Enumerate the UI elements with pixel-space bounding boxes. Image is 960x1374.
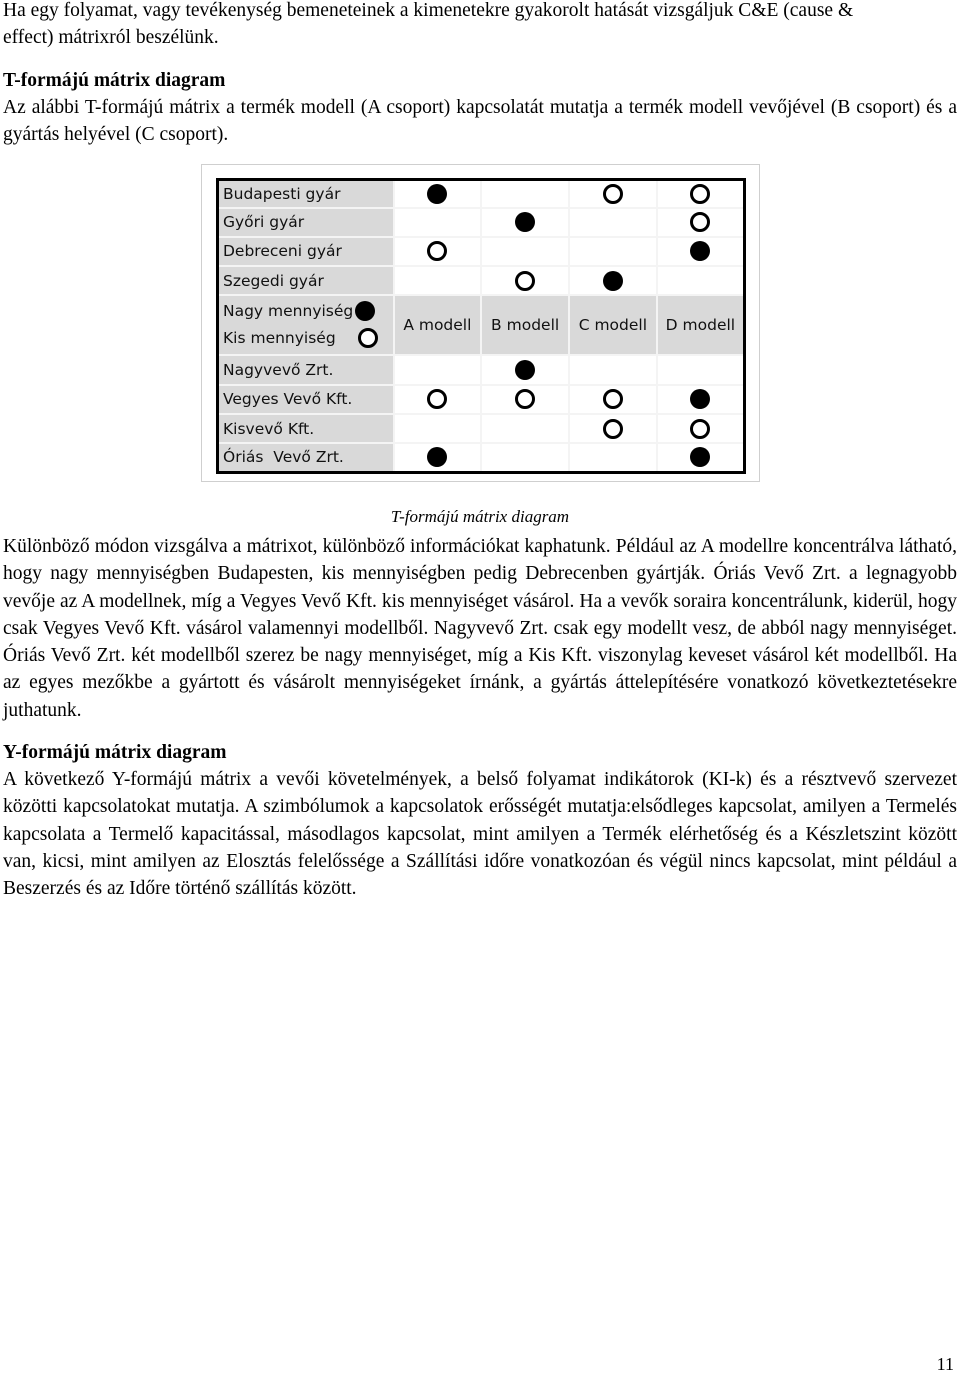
matrix-cell — [481, 385, 569, 415]
hollow-circle-icon — [515, 271, 535, 291]
matrix-cell — [481, 266, 569, 295]
matrix-cell — [481, 237, 569, 267]
model-header: D modell — [657, 295, 745, 355]
matrix-cell — [569, 414, 657, 443]
hollow-circle-icon — [515, 389, 535, 409]
matrix-cell — [394, 180, 482, 209]
intro-line-1: Ha egy folyamat, vagy tevékenység bemeneteinek a kimenetekre gyakorolt hatását vizsgáljuk C&E (cause & — [3, 0, 854, 21]
matrix-cell — [569, 237, 657, 267]
matrix-cell — [394, 355, 482, 385]
hollow-circle-icon — [427, 241, 447, 261]
large-quantity-label: Nagy mennyiség — [223, 302, 354, 321]
matrix-cell — [657, 443, 745, 473]
matrix-cell — [481, 355, 569, 385]
matrix-cell — [657, 414, 745, 443]
customer-row — [218, 355, 745, 385]
filled-circle-icon — [690, 389, 710, 409]
matrix-cell — [569, 443, 657, 473]
customer-label: Óriás Vevő Zrt. — [218, 443, 394, 473]
filled-circle-icon — [515, 360, 535, 380]
matrix-cell — [394, 266, 482, 295]
y-matrix-paragraph: A következő Y-formájú mátrix a vevői követelmények, a belső folyamat indikátorok (KI-k) és a résztvevő szervezet közötti kapcsolatokat mutatja. A szimbólumok a kapcsolatok erősségét mutatja:elsődleges kapcsolat, amilyen a Termelés kapcsolata a Termelő kapacitással, másodlagos kapcsolat, mint amilyen a Termék elérhetőség és a Készletszint között van, kicsi, mint amilyen az Elosztás felelőssége a Szállítási időre vonatkozóan és végül nincs kapcsolat, mint például a Beszerzés és az Időre történő szállítás között. — [3, 769, 957, 900]
factory-label: Debreceni gyár — [218, 237, 394, 267]
matrix-cell — [657, 208, 745, 237]
analysis-paragraph: Különböző módon vizsgálva a mátrixot, különböző információkat kaphatunk. Például az A modellre koncentrálva látható, hogy nagy mennyiségben Budapesten, kis mennyiségben pedig Debrecenben gyártják. Óriás Vevő Zrt. a legnagyobb vevője az A modellnek, míg a Vegyes Vevő Kft. kis mennyiséget vásárol. Ha a vevők soraira koncentrálunk, kiderül, hogy csak Vegyes Vevő Kft. vásárol valamennyi modellből. Nagyvevő Zrt. csak egy modellt vesz, de abból nagy mennyiséget. Óriás Vevő Zrt. két modellből szerez be nagy mennyiséget, míg a Kis Kft. viszonylag keveset vásárol két modellből. Ha az egyes mezőkbe a gyártott és vásárolt mennyiségeket írnánk, a gyártás áttelepítésére vonatkozó következtetésekre juthatunk. — [3, 536, 957, 721]
filled-circle-icon — [690, 241, 710, 261]
small-quantity-label: Kis mennyiség — [223, 329, 336, 348]
factory-label: Budapesti gyár — [218, 180, 394, 209]
hollow-circle-icon — [690, 184, 710, 204]
matrix-cell — [569, 208, 657, 237]
hollow-circle-icon — [603, 419, 623, 439]
matrix-cell — [481, 180, 569, 209]
figure-caption: T-formájú mátrix diagram — [390, 507, 570, 526]
factory-row — [218, 266, 745, 295]
filled-circle-icon — [515, 212, 535, 232]
model-header: A modell — [394, 295, 482, 355]
quantity-legend — [218, 295, 394, 355]
filled-circle-icon — [355, 301, 375, 321]
hollow-circle-icon — [690, 212, 710, 232]
filled-circle-icon — [603, 271, 623, 291]
matrix-cell — [481, 208, 569, 237]
t-matrix-diagram — [216, 178, 746, 474]
model-header-row — [218, 295, 745, 355]
matrix-cell — [481, 443, 569, 473]
model-header: C modell — [569, 295, 657, 355]
matrix-cell — [569, 180, 657, 209]
page-number: 11 — [936, 1354, 954, 1374]
matrix-cell — [657, 385, 745, 415]
matrix-cell — [657, 266, 745, 295]
matrix-cell — [657, 180, 745, 209]
factory-label: Szegedi gyár — [218, 266, 394, 295]
factory-row — [218, 208, 745, 237]
hollow-circle-icon — [358, 328, 378, 348]
t-matrix-paragraph: Az alábbi T-formájú mátrix a termék modell (A csoport) kapcsolatát mutatja a termék modell vevőjével (B csoport) és a gyártás helyével (C csoport). — [3, 97, 957, 146]
y-matrix-heading: Y-formájú mátrix diagram — [3, 742, 227, 763]
matrix-cell — [569, 266, 657, 295]
customer-label: Kisvevő Kft. — [218, 414, 394, 443]
matrix-cell — [394, 414, 482, 443]
hollow-circle-icon — [603, 184, 623, 204]
matrix-cell — [394, 443, 482, 473]
matrix-cell — [394, 385, 482, 415]
filled-circle-icon — [690, 447, 710, 467]
customer-label: Vegyes Vevő Kft. — [218, 385, 394, 415]
factory-label: Győri gyár — [218, 208, 394, 237]
customer-row — [218, 385, 745, 415]
filled-circle-icon — [427, 447, 447, 467]
matrix-cell — [394, 208, 482, 237]
factory-row — [218, 180, 745, 209]
hollow-circle-icon — [427, 389, 447, 409]
filled-circle-icon — [427, 184, 447, 204]
customer-row — [218, 414, 745, 443]
matrix-cell — [481, 414, 569, 443]
matrix-cell — [657, 355, 745, 385]
factory-row — [218, 237, 745, 267]
customer-row — [218, 443, 745, 473]
matrix-cell — [657, 237, 745, 267]
hollow-circle-icon — [690, 419, 710, 439]
matrix-cell — [569, 355, 657, 385]
intro-line-2: effect) mátrixról beszélünk. — [3, 27, 219, 48]
customer-label: Nagyvevő Zrt. — [218, 355, 394, 385]
t-matrix-heading: T-formájú mátrix diagram — [3, 70, 226, 91]
matrix-cell — [569, 385, 657, 415]
hollow-circle-icon — [603, 389, 623, 409]
model-header: B modell — [481, 295, 569, 355]
matrix-cell — [394, 237, 482, 267]
